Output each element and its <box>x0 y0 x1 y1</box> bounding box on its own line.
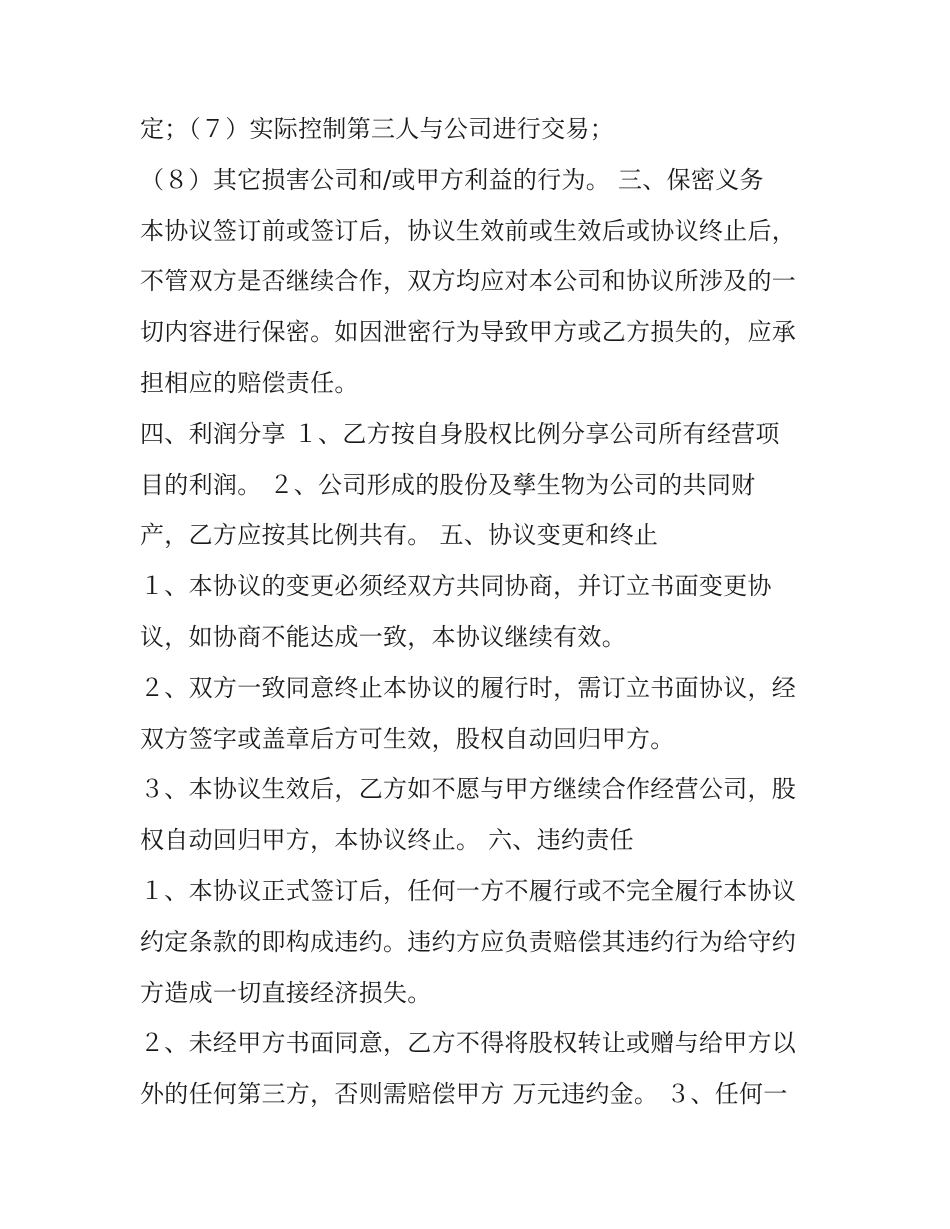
text-line: （８）其它损害公司和/或甲方利益的行为。 三、保密义务 <box>140 165 764 194</box>
text-line: 担相应的赔偿责任。 <box>140 368 359 397</box>
text-line: 产，乙方应按其比例共有。 五、协议变更和终止 <box>140 521 659 550</box>
text-line: １、本协议正式签订后，任何一方不履行或不完全履行本协议 <box>140 876 797 905</box>
text-line: ３、本协议生效后，乙方如不愿与甲方继续合作经营公司，股 <box>140 775 797 804</box>
text-line: １、本协议的变更必须经双方共同协商，并订立书面变更协 <box>140 572 772 601</box>
text-line: 四、利润分享 １、乙方按自身股权比例分享公司所有经营项 <box>140 419 780 448</box>
text-line: 外的任何第三方，否则需赔偿甲方 万元违约金。 ３、任何一 <box>140 1080 788 1109</box>
document-body <box>140 104 820 1120</box>
text-line: 约定条款的即构成违约。违约方应负责赔偿其违约行为给守约 <box>140 927 797 956</box>
text-line: 双方签字或盖章后方可生效，股权自动回归甲方。 <box>140 724 675 753</box>
text-line: 本协议签订前或签订后，协议生效前或生效后或协议终止后， <box>140 216 797 245</box>
text-line: 权自动回归甲方，本协议终止。 六、违约责任 <box>140 826 634 855</box>
text-line: 定；（７）实际控制第三人与公司进行交易； <box>140 115 614 143</box>
text-line: ２、双方一致同意终止本协议的履行时，需订立书面协议，经 <box>140 673 797 702</box>
text-line: 议，如协商不能达成一致，本协议继续有效。 <box>140 622 626 651</box>
text-line: 切内容进行保密。如因泄密行为导致甲方或乙方损失的，应承 <box>140 318 797 347</box>
text-line: ２、未经甲方书面同意，乙方不得将股权转让或赠与给甲方以 <box>140 1029 797 1058</box>
text-line: 目的利润。 ２、公司形成的股份及孳生物为公司的共同财 <box>140 470 756 499</box>
text-line: 方造成一切直接经济损失。 <box>140 978 432 1007</box>
text-line: 不管双方是否继续合作，双方均应对本公司和协议所涉及的一 <box>140 267 797 296</box>
